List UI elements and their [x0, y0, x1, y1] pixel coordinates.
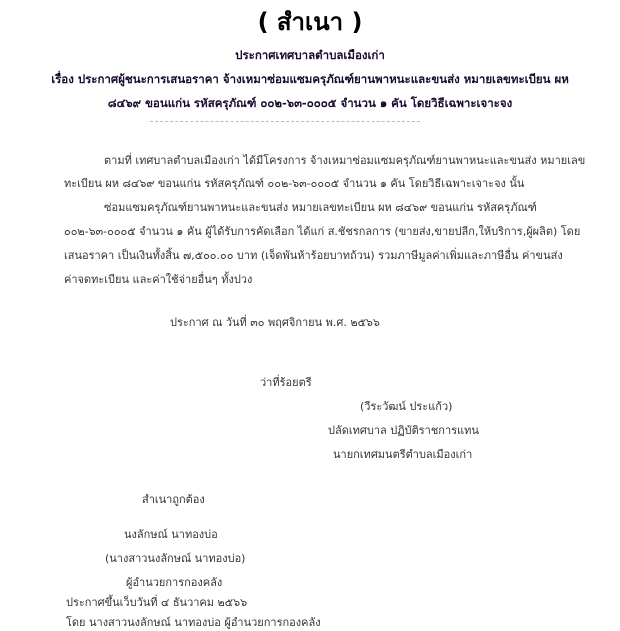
body-line-3: ซ่อมแซมครุภัณฑ์ยานพาหนะและขนส่ง หมายเลขทะเบียน ผห ๘๔๖๙ ขอนแก่น รหัสครุภัณฑ์ — [104, 201, 537, 214]
body-line-5: เสนอราคา เป็นเงินทั้งสิ้น ๗,๕๐๐.๐๐ บาท (เจ็ดพันห้าร้อยบาทถ้วน) รวมภาษีมูลค่าเพิ่มและภาษีอื่น ค่าขนส่ง — [64, 249, 563, 262]
signer-position-1: ปลัดเทศบาล ปฏิบัติราชการแทน — [328, 424, 479, 437]
posted-by: โดย นางสาวนงลักษณ์ นาทองบ่อ ผู้อำนวยการกองคลัง — [66, 616, 321, 629]
heading-line-3: ๘๔๖๙ ขอนแก่น รหัสครุภัณฑ์ ๐๐๒-๖๓-๐๐๐๕ จำนวน ๑ คัน โดยวิธีเฉพาะเจาะจง — [107, 96, 513, 110]
body-line-4: ๐๐๒-๖๓-๐๐๐๕ จำนวน ๑ คัน ผู้ได้รับการคัดเลือก ได้แก่ ส.ชัชรกลการ (ขายส่ง,ขายปลีก,ให้บริการ,ผู้ผลิต) โดย — [64, 225, 581, 238]
body-line-1: ตามที่ เทศบาลตำบลเมืองเก่า ได้มีโครงการ จ้างเหมาซ่อมแซมครุภัณฑ์ยานพาหนะและขนส่ง หมายเลข — [104, 154, 586, 167]
document-title: ( สำเนา ) — [257, 8, 363, 36]
certified-label: สำเนาถูกต้อง — [142, 493, 205, 506]
signer-name: (วีระวัฒน์ ประแก้ว) — [360, 400, 453, 413]
announce-date: ประกาศ ณ วันที่ ๓๐ พฤศจิกายน พ.ศ. ๒๕๖๖ — [170, 316, 380, 329]
divider — [150, 121, 420, 122]
certifier-signature: นงลักษณ์ นาทองบ่อ — [124, 528, 218, 541]
certifier-full-name: (นางสาวนงลักษณ์ นาทองบ่อ) — [105, 552, 246, 565]
heading-line-1: ประกาศเทศบาลตำบลเมืองเก่า — [235, 48, 385, 62]
signer-label: ว่าที่ร้อยตรี — [260, 376, 312, 389]
signer-position-2: นายกเทศมนตรีตำบลเมืองเก่า — [333, 448, 473, 461]
body-line-2: ทะเบียน ผห ๘๔๖๙ ขอนแก่น รหัสครุภัณฑ์ ๐๐๒-๖๓-๐๐๐๕ จำนวน ๑ คัน โดยวิธีเฉพาะเจาะจง นั้น — [64, 177, 525, 190]
heading-line-2: เรื่อง ประกาศผู้ชนะการเสนอราคา จ้างเหมาซ่อมแซมครุภัณฑ์ยานพาหนะและขนส่ง หมายเลขทะเบียน ผห — [51, 72, 569, 86]
certifier-position: ผู้อำนวยการกองคลัง — [126, 576, 223, 589]
posted-date: ประกาศขึ้นเว็บวันที่ ๔ ธันวาคม ๒๕๖๖ — [66, 596, 248, 609]
body-line-6: ค่าจดทะเบียน และค่าใช้จ่ายอื่นๆ ทั้งปวง — [64, 273, 253, 286]
